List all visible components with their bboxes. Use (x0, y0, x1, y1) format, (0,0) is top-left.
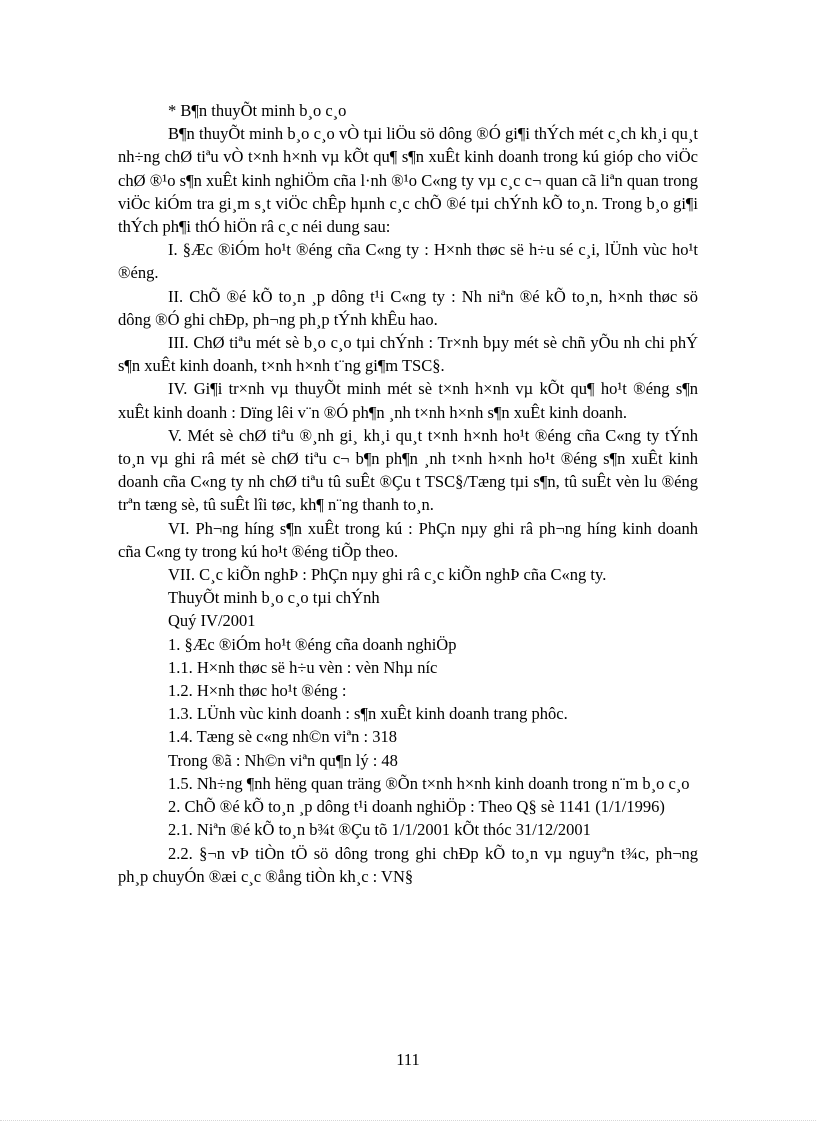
paragraph: B¶n thuyÕt minh b¸o c¸o vÒ tµi liÖu sö dông ®Ó gi¶i thÝch mét c¸ch kh¸i qu¸t nh÷ng chØ tiªu vÒ t×nh h×nh vµ kÕt qu¶ s¶n xuÊt kinh doanh trong kú gióp cho viÖc chØ ®¹o s¶n xuÊt kinh nghiÖm cña l·nh ®¹o C«ng ty vµ c¸c c¬ quan cã liªn quan trong viÖc kiÓm tra gi¸m s¸t viÖc chÊp hµnh c¸c chÕ ®é tµi chÝnh kÕ to¸n. Trong b¸o gi¶i thÝch ph¶i thÓ hiÖn râ c¸c néi dung sau: (118, 124, 698, 237)
list-item: Trong ®ã : Nh©n viªn qu¶n lý : 48 (168, 750, 398, 770)
list-item: 1.5. Nh÷ng ¶nh hëng quan träng ®Õn t×nh h×nh kinh doanh trong n¨m b¸o c¸o (168, 773, 690, 793)
list-item: 1.4. Tæng sè c«ng nh©n viªn : 318 (168, 727, 397, 747)
list-item: 1.1. H×nh thøc së h÷u vèn : vèn Nhµ níc (168, 657, 438, 677)
list-item: IV. Gi¶i tr×nh vµ thuyÕt minh mét sè t×nh h×nh vµ kÕt qu¶ ho¹t ®éng s¶n xuÊt kinh doanh : Dïng lêi v¨n ®Ó ph¶n ¸nh t×nh h×nh s¶n xuÊt kinh doanh. (118, 379, 698, 422)
list-item: VI. Ph¬ng híng s¶n xuÊt trong kú : PhÇn nµy ghi râ ph¬ng híng kinh doanh cña C«ng ty trong kú ho¹t ®éng tiÕp theo. (118, 518, 698, 561)
section-heading: * B¶n thuyÕt minh b¸o c¸o (168, 101, 347, 120)
list-item: III. ChØ tiªu mét sè b¸o c¸o tµi chÝnh : Tr×nh bµy mét sè chñ yÕu nh chi phÝ s¶n xuÊt kinh doanh, t×nh h×nh t¨ng gi¶m TSC§. (118, 333, 698, 376)
list-item: 2.2. §¬n vÞ tiÒn tÖ sö dông trong ghi chÐp kÕ to¸n vµ nguyªn t¾c, ph¬ng ph¸p chuyÓn ®æi c¸c ®ång tiÒn kh¸c : VN§ (118, 843, 698, 886)
subheading: Quý IV/2001 (168, 611, 256, 631)
document-body (118, 99, 698, 888)
list-item: 1. §Æc ®iÓm ho¹t ®éng cña doanh nghiÖp (168, 634, 457, 654)
list-item: 2. ChÕ ®é kÕ to¸n ¸p dông t¹i doanh nghiÖp : Theo Q§ sè 1141 (1/1/1996) (168, 797, 665, 817)
list-item: VII. C¸c kiÕn nghÞ : PhÇn nµy ghi râ c¸c kiÕn nghÞ cña C«ng ty. (168, 565, 607, 585)
list-item: V. Mét sè chØ tiªu ®¸nh gi¸ kh¸i qu¸t t×nh h×nh ho¹t ®éng cña C«ng ty tÝnh to¸n vµ ghi râ mét sè chØ tiªu c¬ b¶n ph¶n ¸nh t×nh h×nh ho¹t ®éng s¶n xuÊt kinh doanh cña C«ng ty nh chØ tiªu tû suÊt ®Çu t TSC§/Tæng tµi s¶n, tû suÊt vèn lu ®éng trªn tæng sè, tû suÊt lîi tøc, kh¶ n¨ng thanh to¸n. (118, 425, 698, 515)
list-item: 2.1. Niªn ®é kÕ to¸n b¾t ®Çu tõ 1/1/2001 kÕt thóc 31/12/2001 (168, 820, 591, 840)
list-item: II. ChÕ ®é kÕ to¸n ¸p dông t¹i C«ng ty : Nh niªn ®é kÕ to¸n, h×nh thøc sö dông ®Ó ghi chÐp, ph¬ng ph¸p tÝnh khÊu hao. (118, 286, 698, 329)
page-number: 111 (396, 1050, 420, 1069)
page-bottom-divider (0, 1120, 816, 1121)
list-item: 1.2. H×nh thøc ho¹t ®éng : (168, 681, 347, 701)
subheading: ThuyÕt minh b¸o c¸o tµi chÝnh (168, 588, 380, 608)
list-item: 1.3. LÜnh vùc kinh doanh : s¶n xuÊt kinh doanh trang phôc. (168, 704, 568, 724)
list-item: I. §Æc ®iÓm ho¹t ®éng cña C«ng ty : H×nh thøc së h÷u sé c¸i, lÜnh vùc ho¹t ®éng. (118, 240, 698, 283)
